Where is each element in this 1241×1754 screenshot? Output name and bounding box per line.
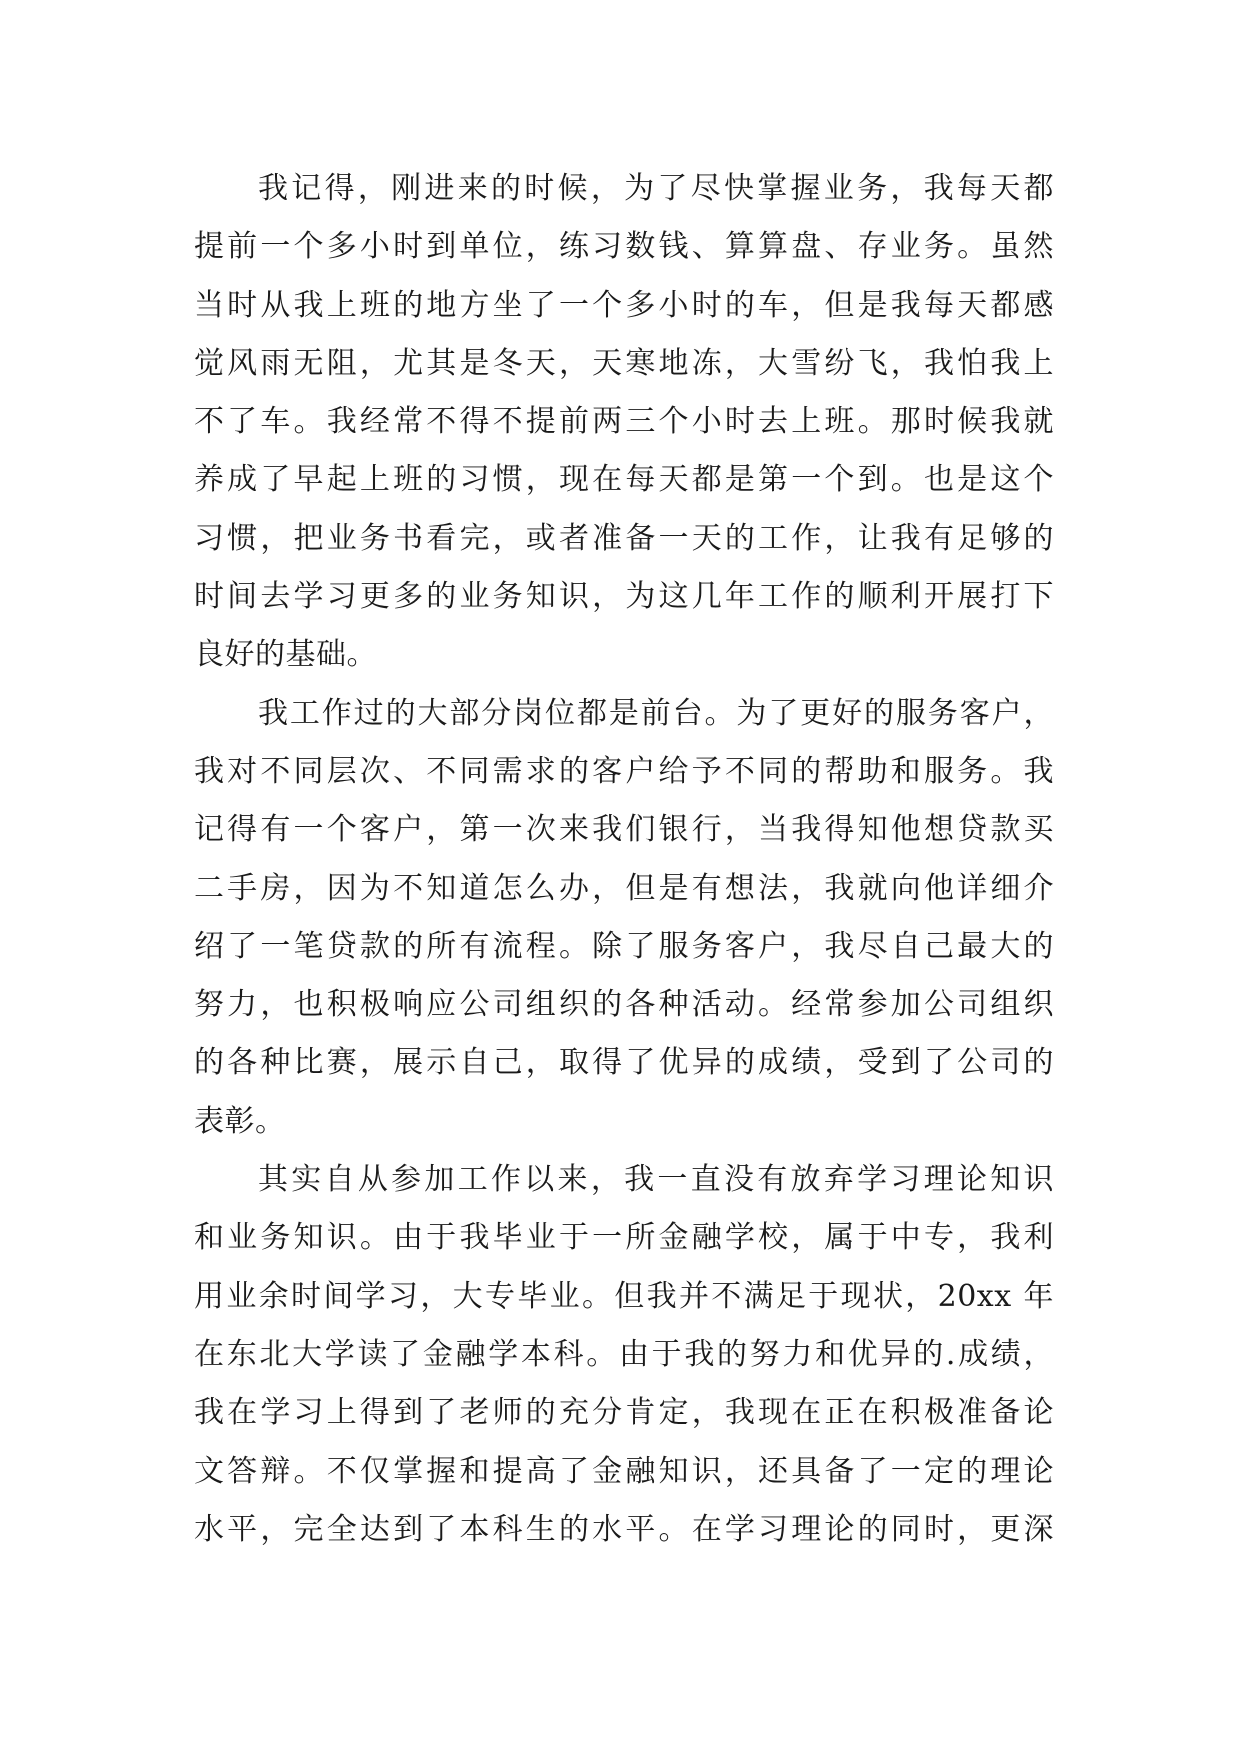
paragraph-1-line-6: 养成了早起上班的习惯，现在每天都是第一个到。也是这个 — [194, 462, 1054, 498]
paragraph-2-line-1: 我工作过的大部分岗位都是前台。为了更好的服务客户， — [258, 695, 1054, 731]
paragraph-2-line-7: 的各种比赛，展示自己，取得了优异的成绩，受到了公司的 — [194, 1045, 1054, 1081]
paragraph-2-line-8: 表彰。 — [194, 1103, 286, 1139]
paragraph-1-line-9: 良好的基础。 — [194, 637, 377, 673]
paragraph-1-line-7: 习惯，把业务书看完，或者准备一天的工作，让我有足够的 — [194, 520, 1054, 556]
paragraph-2-line-6: 努力，也积极响应公司组织的各种活动。经常参加公司组织 — [194, 987, 1054, 1023]
paragraph-3-line-3: 用业余时间学习，大专毕业。但我并不满足于现状，20xx 年 — [194, 1278, 1054, 1314]
paragraph-1-line-5: 不了车。我经常不得不提前两三个小时去上班。那时候我就 — [194, 404, 1054, 440]
paragraph-1-line-1: 我记得，刚进来的时候，为了尽快掌握业务，我每天都 — [258, 171, 1054, 206]
paragraph-1-line-2: 提前一个多小时到单位，练习数钱、算算盘、存业务。虽然 — [194, 229, 1054, 265]
body-text — [194, 160, 1054, 1559]
paragraph-1-line-4: 觉风雨无阻，尤其是冬天，天寒地冻，大雪纷飞，我怕我上 — [194, 345, 1054, 381]
paragraph-2-line-5: 绍了一笔贷款的所有流程。除了服务客户，我尽自己最大的 — [194, 928, 1054, 964]
paragraph-1-line-3: 当时从我上班的地方坐了一个多小时的车，但是我每天都感 — [194, 287, 1054, 323]
paragraph-1-line-8: 时间去学习更多的业务知识，为这几年工作的顺利开展打下 — [194, 579, 1054, 615]
paragraph-3-line-2: 和业务知识。由于我毕业于一所金融学校，属于中专，我利 — [194, 1220, 1054, 1256]
paragraph-3-line-1: 其实自从参加工作以来，我一直没有放弃学习理论知识 — [258, 1162, 1054, 1198]
paragraph-3-line-6: 文答辩。不仅掌握和提高了金融知识，还具备了一定的理论 — [194, 1453, 1054, 1489]
paragraph-3-line-7: 水平，完全达到了本科生的水平。在学习理论的同时，更深 — [194, 1511, 1054, 1547]
paragraph-2-line-2: 我对不同层次、不同需求的客户给予不同的帮助和服务。我 — [194, 753, 1054, 789]
paragraph-2-line-4: 二手房，因为不知道怎么办，但是有想法，我就向他详细介 — [194, 870, 1054, 906]
paragraph-3-line-5: 我在学习上得到了老师的充分肯定，我现在正在积极准备论 — [194, 1395, 1054, 1431]
paragraph-2-line-3: 记得有一个客户，第一次来我们银行，当我得知他想贷款买 — [194, 812, 1054, 848]
paragraph-3-line-4: 在东北大学读了金融学本科。由于我的努力和优异的.成绩， — [194, 1336, 1054, 1372]
